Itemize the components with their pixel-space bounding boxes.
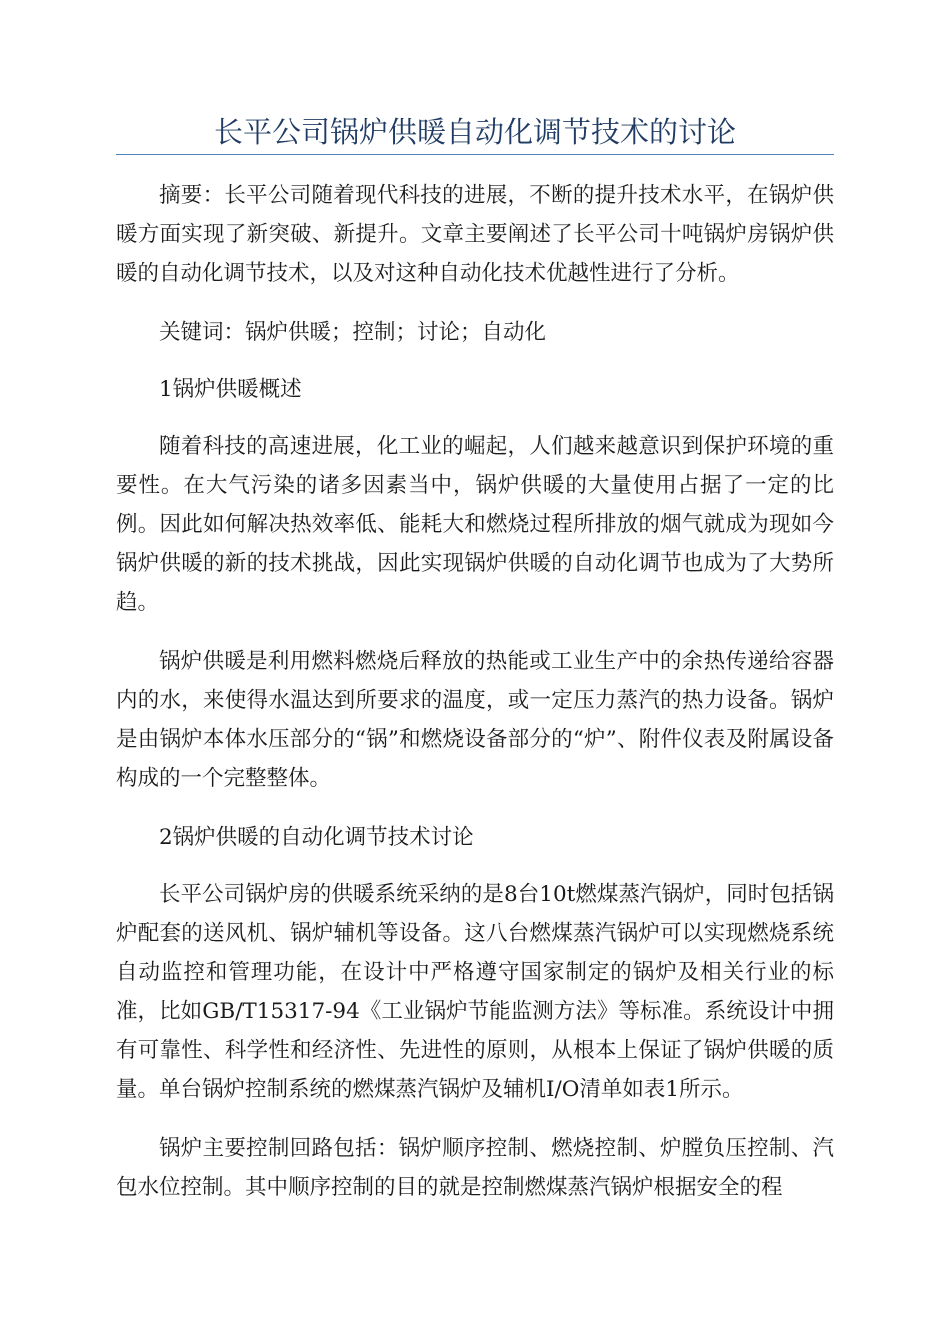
- abstract-paragraph: 摘要：长平公司随着现代科技的进展，不断的提升技术水平，在锅炉供暖方面实现了新突破、新提升。文章主要阐述了长平公司十吨锅炉房锅炉供暖的自动化调节技术，以及对这种自动化技术优越性进行了分析。: [116, 183, 834, 286]
- keywords-paragraph: 关键词：锅炉供暖；控制；讨论；自动化: [159, 320, 547, 345]
- section-heading-2: 2锅炉供暖的自动化调节技术讨论: [159, 825, 474, 850]
- body-paragraph: 随着科技的高速进展，化工业的崛起，人们越来越意识到保护环境的重要性。在大气污染的诸多因素当中，锅炉供暖的大量使用占据了一定的比例。因此如何解决热效率低、能耗大和燃烧过程所排放的烟气就成为现如今锅炉供暖的新的技术挑战，因此实现锅炉供暖的自动化调节也成为了大势所趋。: [116, 434, 834, 615]
- section-heading-1: 1锅炉供暖概述: [159, 377, 302, 402]
- title-underline: [116, 154, 834, 155]
- body-paragraph: 锅炉主要控制回路包括：锅炉顺序控制、燃烧控制、炉膛负压控制、汽包水位控制。其中顺序控制的目的就是控制燃煤蒸汽锅炉根据安全的程: [116, 1136, 834, 1200]
- document-body: [116, 176, 834, 1227]
- body-paragraph: 长平公司锅炉房的供暖系统采纳的是8台10t燃煤蒸汽锅炉，同时包括锅炉配套的送风机、锅炉辅机等设备。这八台燃煤蒸汽锅炉可以实现燃烧系统自动监控和管理功能，在设计中严格遵守国家制定的锅炉及相关行业的标准，比如GB/T15317-94《工业锅炉节能监测方法》等标准。系统设计中拥有可靠性、科学性和经济性、先进性的原则，从根本上保证了锅炉供暖的质量。单台锅炉控制系统的燃煤蒸汽锅炉及辅机I/O清单如表1所示。: [116, 882, 834, 1102]
- document-title: 长平公司锅炉供暖自动化调节技术的讨论: [213, 115, 736, 149]
- body-paragraph: 锅炉供暖是利用燃料燃烧后释放的热能或工业生产中的余热传递给容器内的水，来使得水温达到所要求的温度，或一定压力蒸汽的热力设备。锅炉是由锅炉本体水压部分的“锅”和燃烧设备部分的“炉”、附件仪表及附属设备构成的一个完整整体。: [116, 649, 834, 791]
